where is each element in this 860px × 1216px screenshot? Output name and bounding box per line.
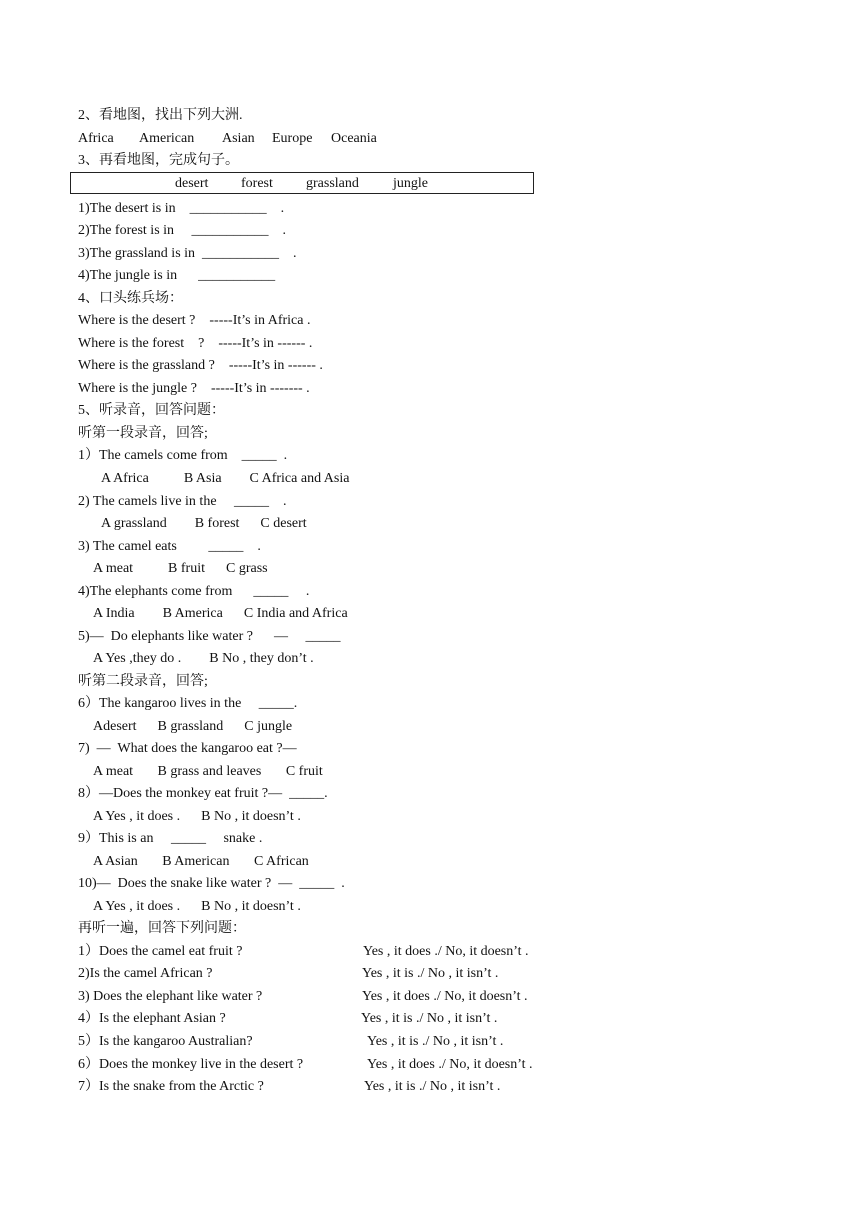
listening-question-9: 9）This is an _____ snake .: [78, 831, 263, 846]
q5-review-heading: 再听一遍，回答下列问题：: [78, 921, 246, 936]
listening-question-7: 7) — What does the kangaroo eat ?—: [78, 741, 297, 756]
listening-options-8: A Yes , it does . B No , it doesn’t .: [93, 809, 301, 824]
q4-line-4: Where is the jungle ? -----It’s in ------- .: [78, 381, 310, 396]
q3-heading: 3、再看地图，完成句子。: [78, 153, 239, 168]
continent-europe: Europe: [272, 131, 313, 146]
listening-question-10: 10)— Does the snake like water ? — _____ .: [78, 876, 345, 891]
review-answer-1: Yes , it does ./ No, it doesn’t .: [363, 944, 529, 959]
listening-question-8: 8）—Does the monkey eat fruit ?— _____.: [78, 786, 328, 801]
q3-sentence-1: 1)The desert is in ___________ .: [78, 201, 285, 216]
review-answer-6: Yes , it does ./ No, it doesn’t .: [367, 1057, 533, 1072]
q4-line-3: Where is the grassland ? -----It’s in ------ .: [78, 358, 323, 373]
q5-part2-heading: 听第二段录音，回答;: [78, 674, 208, 689]
review-answer-2: Yes , it is ./ No , it isn’t .: [362, 966, 499, 981]
continent-asian: Asian: [222, 131, 255, 146]
word-desert: desert: [175, 176, 209, 191]
review-question-1: 1）Does the camel eat fruit ?: [78, 944, 243, 959]
listening-options-5: A Yes ,they do . B No , they don’t .: [93, 651, 314, 666]
review-answer-5: Yes , it is ./ No , it isn’t .: [367, 1034, 504, 1049]
q4-heading: 4、口头练兵场：: [78, 291, 183, 306]
q5-part1-heading: 听第一段录音，回答;: [78, 426, 208, 441]
review-answer-4: Yes , it is ./ No , it isn’t .: [361, 1011, 498, 1026]
word-forest: forest: [241, 176, 273, 191]
listening-options-9: A Asian B American C African: [93, 854, 309, 869]
listening-options-1: A Africa B Asia C Africa and Asia: [101, 471, 350, 486]
q3-sentence-3: 3)The grassland is in ___________ .: [78, 246, 297, 261]
listening-options-6: Adesert B grassland C jungle: [93, 719, 293, 734]
listening-question-3: 3) The camel eats _____ .: [78, 539, 261, 554]
continent-africa: Africa: [78, 131, 114, 146]
listening-options-2: A grassland B forest C desert: [101, 516, 307, 531]
listening-options-10: A Yes , it does . B No , it doesn’t .: [93, 899, 301, 914]
listening-options-4: A India B America C India and Africa: [93, 606, 348, 621]
continent-oceania: Oceania: [331, 131, 377, 146]
word-bank-box: [70, 172, 534, 194]
review-answer-7: Yes , it is ./ No , it isn’t .: [364, 1079, 501, 1094]
listening-options-7: A meat B grass and leaves C fruit: [93, 764, 323, 779]
review-question-7: 7）Is the snake from the Arctic ?: [78, 1079, 264, 1094]
listening-question-2: 2) The camels live in the _____ .: [78, 494, 287, 509]
q3-sentence-4: 4)The jungle is in ___________: [78, 268, 276, 283]
review-question-5: 5）Is the kangaroo Australian?: [78, 1034, 253, 1049]
review-question-4: 4）Is the elephant Asian ?: [78, 1011, 226, 1026]
listening-question-6: 6）The kangaroo lives in the _____.: [78, 696, 298, 711]
review-question-6: 6）Does the monkey live in the desert ?: [78, 1057, 304, 1072]
q3-sentence-2: 2)The forest is in ___________ .: [78, 223, 287, 238]
q5-heading: 5、听录音，回答问题：: [78, 403, 225, 418]
listening-question-4: 4)The elephants come from _____ .: [78, 584, 310, 599]
listening-question-1: 1）The camels come from _____ .: [78, 448, 288, 463]
review-question-3: 3) Does the elephant like water ?: [78, 989, 263, 1004]
q2-heading: 2、看地图，找出下列大洲.: [78, 108, 243, 123]
q4-line-1: Where is the desert ? -----It’s in Africa .: [78, 313, 311, 328]
listening-question-5: 5)— Do elephants like water ? — _____: [78, 629, 341, 644]
word-jungle: jungle: [393, 176, 428, 191]
continent-american: American: [139, 131, 195, 146]
review-answer-3: Yes , it does ./ No, it doesn’t .: [362, 989, 528, 1004]
review-question-2: 2)Is the camel African ?: [78, 966, 213, 981]
listening-options-3: A meat B fruit C grass: [93, 561, 268, 576]
word-grassland: grassland: [306, 176, 359, 191]
q4-line-2: Where is the forest ? -----It’s in ------ .: [78, 336, 313, 351]
